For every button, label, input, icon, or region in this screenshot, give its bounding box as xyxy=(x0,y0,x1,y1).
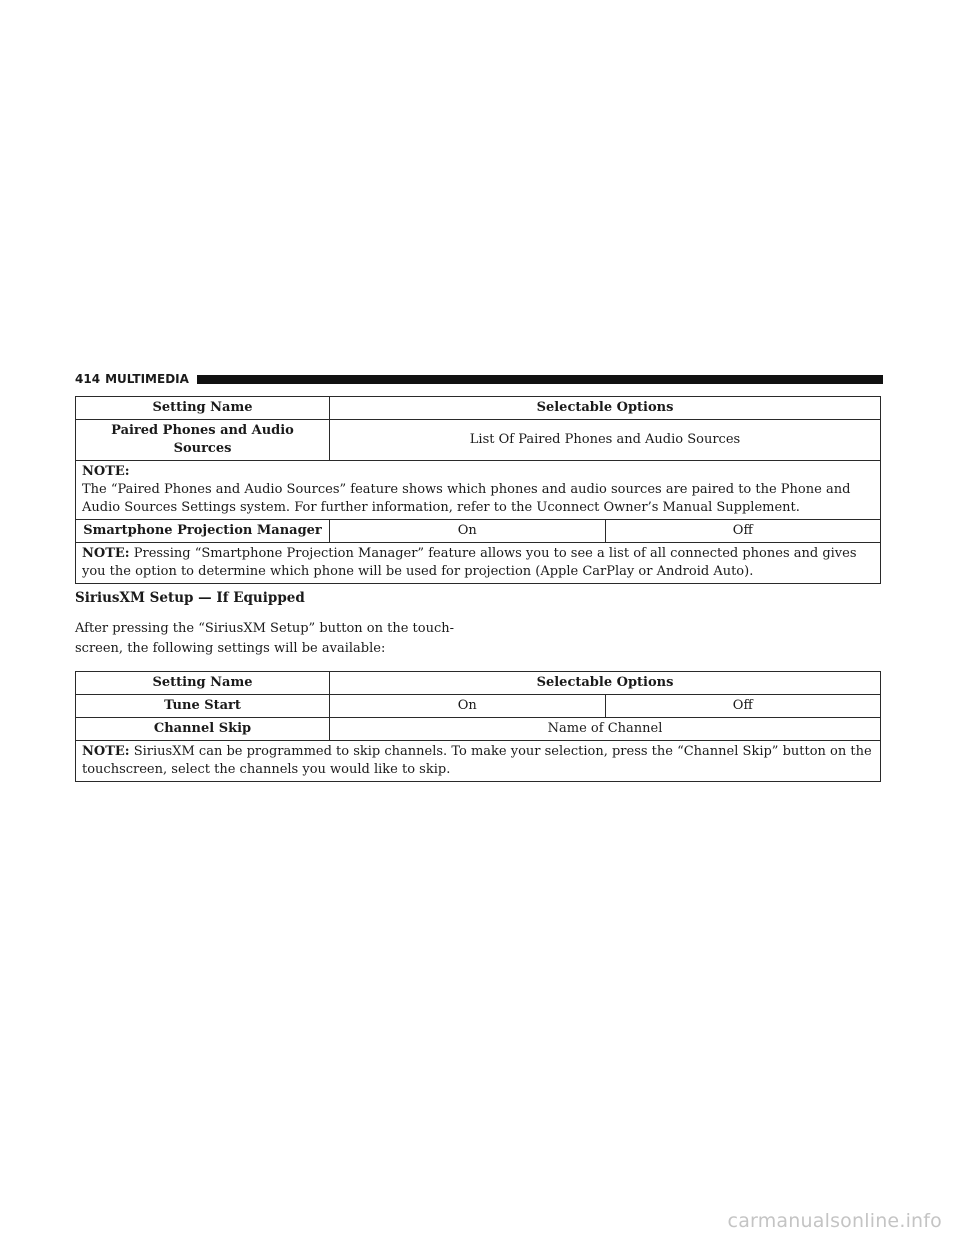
table-row xyxy=(76,420,881,461)
column-header-setting-name: Setting Name xyxy=(76,672,330,695)
setting-name-paired-phones: Paired Phones and Audio Sources xyxy=(76,420,330,461)
note-smartphone-projection xyxy=(76,543,881,584)
siriusxm-settings-table xyxy=(75,671,881,782)
note-paired-phones xyxy=(76,461,881,520)
note-label: NOTE: xyxy=(82,546,130,561)
table-row xyxy=(76,520,881,543)
header-rule xyxy=(197,375,883,384)
phone-settings-table xyxy=(75,396,881,584)
section-title: MULTIMEDIA xyxy=(105,372,189,386)
option-off: Off xyxy=(605,695,881,718)
siriusxm-heading: SiriusXM Setup — If Equipped xyxy=(75,590,305,606)
siriusxm-intro: After pressing the “SiriusXM Setup” button on the touch- screen, the following settings will be available: xyxy=(75,621,455,656)
option-off: Off xyxy=(605,520,881,543)
setting-name-smartphone-projection: Smartphone Projection Manager xyxy=(76,520,330,543)
table-row xyxy=(76,695,881,718)
table-header-row xyxy=(76,397,881,420)
setting-name-channel-skip: Channel Skip xyxy=(76,718,330,741)
option-on: On xyxy=(330,520,606,543)
setting-name-tune-start: Tune Start xyxy=(76,695,330,718)
table-header-row xyxy=(76,672,881,695)
note-row xyxy=(76,741,881,782)
note-text: Pressing “Smartphone Projection Manager” feature allows you to see a list of all connected phones and gives you the option to determine which phone will be used for projection (Apple CarPlay or Android Auto). xyxy=(82,546,857,579)
note-label: NOTE: xyxy=(82,464,130,479)
option-name-of-channel: Name of Channel xyxy=(330,718,881,741)
note-channel-skip xyxy=(76,741,881,782)
table-row xyxy=(76,718,881,741)
watermark: carmanualsonline.info xyxy=(727,1210,942,1232)
note-text: The “Paired Phones and Audio Sources” feature shows which phones and audio sources are paired to the Phone and Audio Sources Settings system. For further information, refer to the Uconnect Owner’s Manual Supplement. xyxy=(82,482,851,515)
note-label: NOTE: xyxy=(82,744,130,759)
note-row xyxy=(76,461,881,520)
column-header-selectable-options: Selectable Options xyxy=(330,397,881,420)
column-header-setting-name: Setting Name xyxy=(76,397,330,420)
note-row xyxy=(76,543,881,584)
option-on: On xyxy=(330,695,606,718)
note-text: SiriusXM can be programmed to skip channels. To make your selection, press the “Channel Skip” button on the touchscreen, select the channels you would like to skip. xyxy=(82,744,872,777)
page-number: 414 xyxy=(75,372,101,386)
column-header-selectable-options: Selectable Options xyxy=(330,672,881,695)
option-paired-phones-list: List Of Paired Phones and Audio Sources xyxy=(330,420,881,461)
page-header xyxy=(75,372,883,386)
